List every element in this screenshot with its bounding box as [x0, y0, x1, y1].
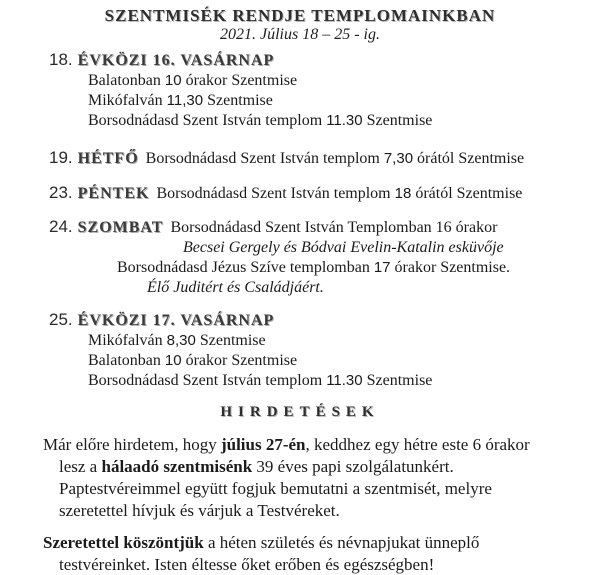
day-name: SZOMBAT	[77, 219, 164, 236]
schedule-section-friday-23	[0, 183, 600, 204]
announcement-paragraph	[0, 434, 600, 522]
text-run: a héten születés és névnapjukat ünneplő	[203, 533, 480, 552]
mass-line	[156, 185, 522, 202]
text-run: 11.30	[326, 112, 363, 129]
text-run: Borsodnádasd Jézus Szíve templomban	[117, 259, 374, 276]
text-run: Borsodnádasd Szent István templom	[88, 372, 327, 389]
text-run: 11.30	[326, 372, 363, 389]
text-run: Szentmise	[362, 372, 433, 389]
paragraph-line	[43, 434, 600, 456]
text-run: szeretettel hívjuk és várjuk a Testvéreket.	[59, 501, 340, 520]
mass-line	[146, 150, 524, 167]
text-run: , keddhez egy hétre este 6 órakor	[305, 435, 530, 454]
text-run: Szentmise	[362, 112, 433, 129]
text-run: július 27-én	[220, 435, 306, 454]
day-number: 23.	[49, 183, 73, 202]
day-name: PÉNTEK	[77, 185, 150, 202]
text-run: Már előre hirdetem, hogy	[43, 435, 221, 454]
schedule-section-sunday-18	[0, 50, 600, 131]
text-run: Szeretettel köszöntjük	[43, 533, 204, 552]
text-run: 8,30	[166, 332, 196, 349]
mass-line	[117, 258, 600, 278]
day-header	[49, 310, 600, 331]
page-subtitle: 2021. Július 18 – 25 - ig.	[220, 26, 380, 43]
text-run: 10	[164, 352, 182, 369]
text-run: Élő Juditért és Családjáért.	[147, 279, 324, 296]
text-run: Borsodnádasd Szent István templom	[156, 185, 395, 202]
text-run: 17	[373, 259, 391, 276]
day-name: ÉVKÖZI 17. VASÁRNAP	[77, 312, 275, 329]
text-run: hálaadó szentmisénk	[101, 457, 253, 476]
text-run: órakor Szentmise.	[390, 259, 511, 276]
day-number: 18.	[49, 50, 73, 69]
day-number: 24.	[49, 217, 73, 236]
paragraph-line	[59, 456, 600, 478]
mass-line	[88, 371, 600, 391]
text-run: Balatonban	[88, 72, 165, 89]
text-run: Becsei Gergely és Bódvai Evelin-Katalin esküvője	[183, 239, 504, 256]
wedding-line	[183, 238, 600, 258]
text-run: Borsodnádasd Szent István templom	[145, 150, 384, 167]
text-run: 11,30	[166, 92, 204, 109]
text-run: Borsodnádasd Szent István Templomban 16 órakor	[170, 219, 498, 236]
schedule-section-sunday-25	[0, 310, 600, 391]
text-run: Szentmise	[203, 92, 273, 109]
paragraph-line	[59, 500, 600, 522]
mass-line	[88, 71, 600, 91]
text-run: órától Szentmise	[411, 185, 523, 202]
text-run: testvéreinket. Isten éltesse őket erőben és egészségben!	[59, 555, 435, 574]
day-header	[49, 183, 600, 204]
day-header	[49, 50, 600, 71]
paragraph-line	[43, 532, 600, 554]
text-run: 10	[164, 72, 182, 89]
mass-line	[88, 351, 600, 371]
day-header	[49, 148, 600, 169]
text-run: lesz a	[59, 457, 102, 476]
text-run: Szentmise	[195, 332, 266, 349]
text-run: 7,30	[383, 150, 414, 167]
text-run: Borsodnádasd Szent István templom	[88, 112, 327, 129]
paragraph-line	[59, 478, 600, 500]
day-number: 25.	[49, 310, 73, 329]
mass-line	[88, 331, 600, 351]
paragraph-line	[59, 554, 600, 575]
text-run: Mikófalván	[88, 92, 167, 109]
text-run: Mikófalván	[88, 332, 167, 349]
mass-line	[88, 111, 600, 131]
day-name: ÉVKÖZI 16. VASÁRNAP	[77, 52, 275, 69]
announcement-paragraph	[0, 532, 600, 575]
text-run: 18	[394, 185, 412, 202]
schedule-section-saturday-24	[0, 217, 600, 298]
text-run: órakor Szentmise	[181, 352, 298, 369]
schedule-section-monday-19	[0, 148, 600, 169]
day-header	[49, 217, 600, 238]
text-run: Balatonban	[88, 352, 165, 369]
announcements-heading: HIRDETÉSEK	[220, 404, 380, 420]
intention-line	[147, 278, 600, 298]
day-number: 19.	[49, 148, 73, 167]
page-title: SZENTMISÉK RENDJE TEMPLOMAINKBAN	[104, 6, 496, 25]
mass-line	[88, 91, 600, 111]
text-run: 39 éves papi szolgálatunkért.	[252, 457, 454, 476]
mass-line	[170, 219, 497, 236]
day-name: HÉTFŐ	[77, 150, 139, 167]
text-run: Paptestvéreimmel együtt fogjuk bemutatni a szentmisét, melyre	[59, 479, 492, 498]
text-run: órakor Szentmise	[181, 72, 298, 89]
text-run: órától Szentmise	[413, 150, 525, 167]
